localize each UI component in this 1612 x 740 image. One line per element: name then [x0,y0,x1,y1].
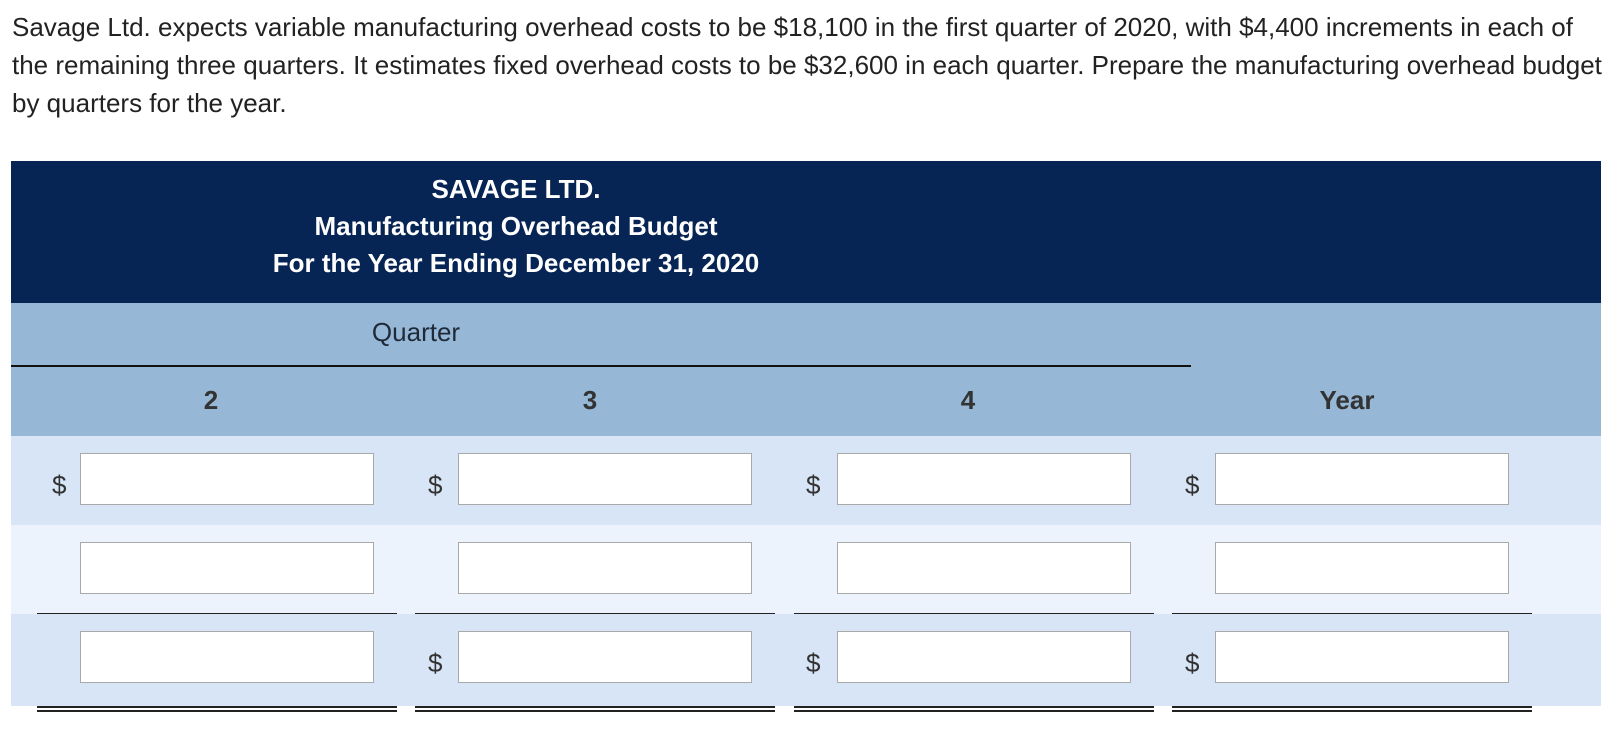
budget-name: Manufacturing Overhead Budget [314,211,718,241]
dollar-sign: $ [1185,470,1200,500]
quarter-label: Quarter [371,317,461,347]
budget-row-3 [11,614,1601,706]
budget-period: For the Year Ending December 31, 2020 [272,248,760,278]
column-header-band [11,303,1601,436]
column-header-q4: 4 [960,385,976,415]
row1-year-input[interactable] [1215,453,1509,505]
column-header-q3: 3 [582,385,598,415]
row1-q3-input[interactable] [458,453,752,505]
column-header-year: Year [1319,385,1375,415]
quarter-underline [11,365,1191,367]
total-double-underline [794,706,1154,712]
dollar-sign: $ [1185,648,1200,678]
dollar-sign: $ [428,470,443,500]
dollar-sign: $ [806,470,821,500]
dollar-sign: $ [428,648,443,678]
row1-q4-input[interactable] [837,453,1131,505]
column-header-q2: 2 [203,385,219,415]
row2-q3-input[interactable] [458,542,752,594]
row3-year-input[interactable] [1215,631,1509,683]
budget-row-1 [11,436,1601,525]
company-name: SAVAGE LTD. [431,174,601,204]
row3-q2-input[interactable] [80,631,374,683]
row1-q2-input[interactable] [80,453,374,505]
dollar-sign: $ [52,470,67,500]
dollar-sign: $ [806,648,821,678]
total-double-underline [37,706,397,712]
row2-q4-input[interactable] [837,542,1131,594]
row3-q3-input[interactable] [458,631,752,683]
row3-q4-input[interactable] [837,631,1131,683]
problem-statement: Savage Ltd. expects variable manufacturing overhead costs to be $18,100 in the first quarter of 2020, with $4,400 increments in each of the remaining three quarters. It estimates fixed overhead costs to be $32,600 in each quarter. Prepare the manufacturing overhead budget by quarters for the year. [12,12,1602,118]
total-double-underline [415,706,775,712]
budget-row-2 [11,525,1601,614]
row2-q2-input[interactable] [80,542,374,594]
row2-year-input[interactable] [1215,542,1509,594]
budget-title-band [11,161,1601,303]
total-double-underline [1172,706,1532,712]
overhead-budget-table [11,161,1601,710]
